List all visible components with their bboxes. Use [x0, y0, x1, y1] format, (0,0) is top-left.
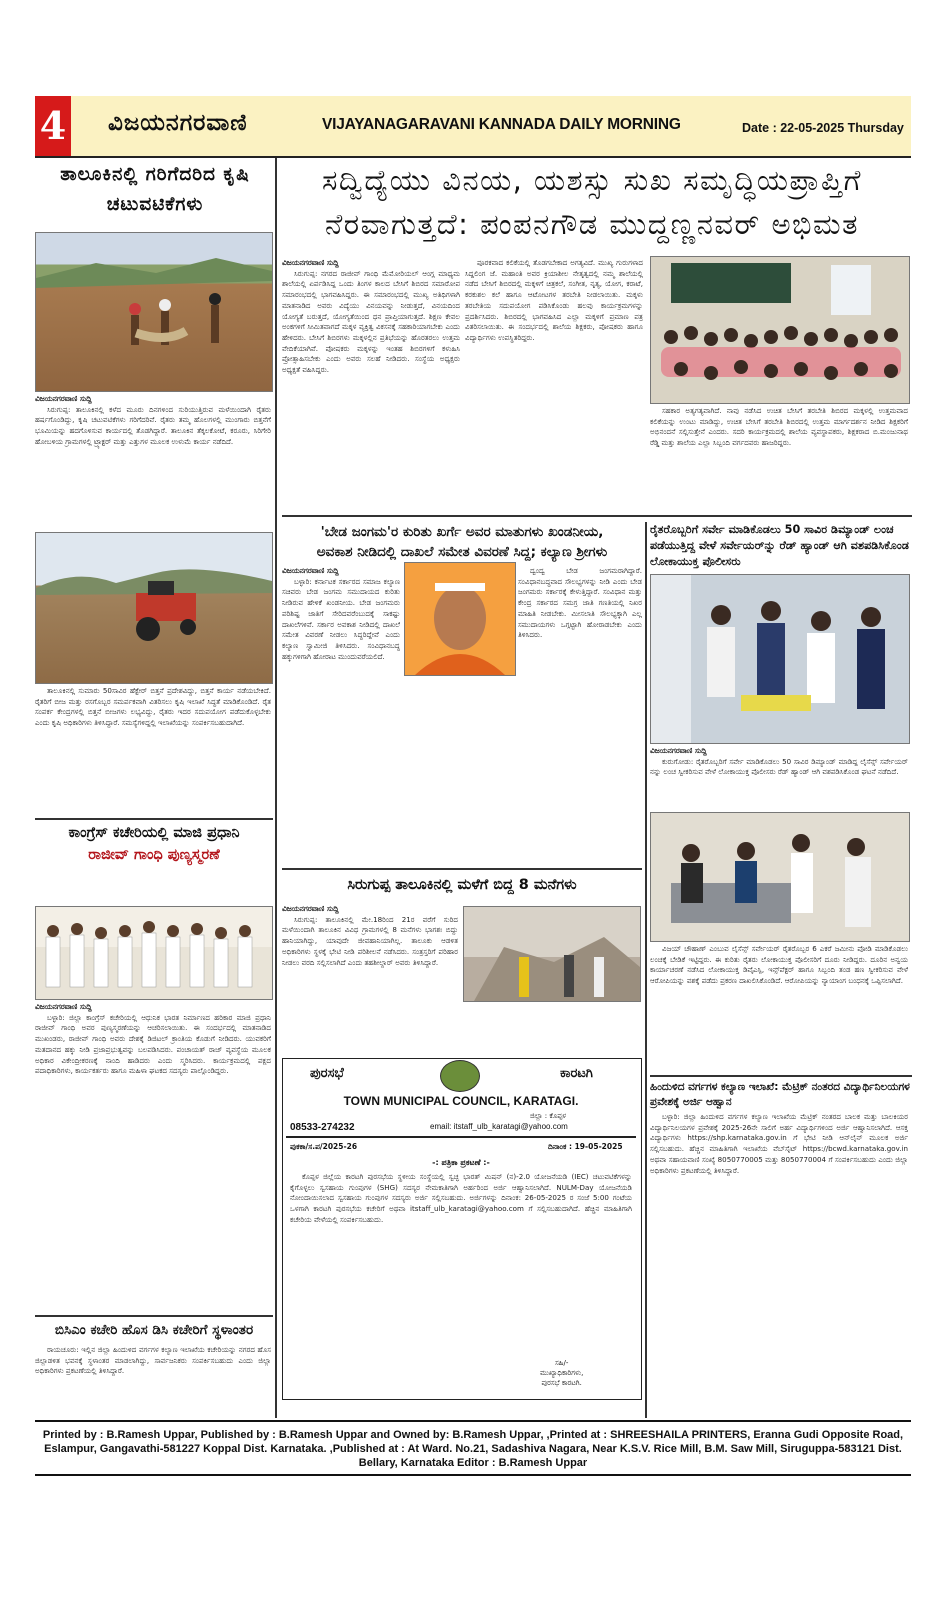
backward-article: ಬಳ್ಳಾರಿ: ಜಿಲ್ಲಾ ಹಿಂದುಳಿದ ವರ್ಗಗಳ ಕಲ್ಯಾಣ ಇಲಾಖೆಯ ಮೆಟ್ರಿಕ್ ನಂತರದ ಬಾಲಕ ಮತ್ತು ಬಾಲಕಿಯರ ವಿದ್ಯಾರ್ಥಿನಿಲಯಗಳ ಪ್ರವೇಶಕ್ಕೆ 2025-26ನೇ ಸಾಲಿಗೆ ಅರ್ಹ ವಿದ್ಯಾರ್ಥಿಗಳಿಂದ ಅರ್ಜಿ ಆಹ್ವಾನಿಸಲಾಗಿದೆ. ಆಸಕ್ತ ವಿದ್ಯಾರ್ಥಿಗಳು https://shp.karnataka.gov.in ಗೆ ಭೇಟಿ ನೀಡಿ ಆನ್‌ಲೈನ್ ಮೂಲಕ ಅರ್ಜಿ ಸಲ್ಲಿಸಬಹುದು. ಹೆಚ್ಚಿನ ಮಾಹಿತಿಗಾಗಿ ಇಲಾಖೆಯ ವೆಬ್‌ಸೈಟ್ https://bcwd.karnataka.gov.in ಅಥವಾ ಸಹಾಯವಾಣಿ ಸಂಖ್ಯೆ 8050770005 ಮತ್ತು 8050770004 ಗೆ ಸಂಪರ್ಕಿಸಬಹುದು ಎಂದು ಜಿಲ್ಲಾ ಅಧಿಕಾರಿಗಳು ಪ್ರಕಟಣೆಯಲ್ಲಿ ತಿಳಿಸಿದ್ದಾರೆ.	[650, 1112, 908, 1175]
lokayukta-headline: ರೈತರೊಬ್ಬರಿಗೆ ಸರ್ವೇ ಮಾಡಿಕೊಡಲು 50 ಸಾವಿರ ಡಿಮ್ಯಾಂಡ್ ಲಂಚ ಪಡೆಯುತ್ತಿದ್ದ ವೇಳೆ ಸರ್ವೇಯರ್‌ನ್ನು ರೆಡ್ ಹ್ಯಾಂಡ್ ಆಗಿ ವಶಪಡಿಸಿಕೊಂಡ ಲೋಕಾಯುಕ್ತ ಪೊಲೀಸರು	[650, 523, 909, 568]
notice-org-name: TOWN MUNICIPAL COUNCIL, KARATAGI.	[343, 1094, 579, 1108]
notice-heading: -: ಪತ್ರಿಕಾ ಪ್ರಕಟಣೆ :-	[432, 1158, 490, 1167]
notice-signature: ಸಹಿ/- ಮುಖ್ಯಾಧಿಕಾರಿಗಳು, ಪುರಸಭೆ ಕಾರಟಗಿ.	[540, 1359, 584, 1387]
congress-article: ವಿಜಯನಗರವಾಣಿ ಸುದ್ದಿ ಬಳ್ಳಾರಿ: ಜಿಲ್ಲಾ ಕಾಂಗ್ರೆಸ್ ಕಚೇರಿಯಲ್ಲಿ ಆಧುನಿಕ ಭಾರತ ನಿರ್ಮಾಣದ ಹರಿಕಾರ ಮಾಜಿ ಪ್ರಧಾನಿ ರಾಜೀವ್ ಗಾಂಧಿ ಅವರ ಪುಣ್ಯಸ್ಮರಣೆಯನ್ನು ಆಚರಿಸಲಾಯಿತು. ಈ ಸಂದರ್ಭದಲ್ಲಿ ಮಾತನಾಡಿದ ಮುಖಂಡರು, ರಾಜೀವ್ ಗಾಂಧಿ ಅವರು ದೇಶಕ್ಕೆ ಡಿಜಿಟಲ್ ಕ್ರಾಂತಿಯ ಕೊಡುಗೆ ನೀಡಿದರು. ಯುವಕರಿಗೆ ಮತದಾನದ ಹಕ್ಕು ನೀಡಿ ಪ್ರಜಾಪ್ರಭುತ್ವವನ್ನು ಬಲಪಡಿಸಿದರು. ಪಂಚಾಯತ್ ರಾಜ್ ವ್ಯವಸ್ಥೆಯ ಮೂಲಕ ಅಧಿಕಾರ ವಿಕೇಂದ್ರೀಕರಣಕ್ಕೆ ನಾಂದಿ ಹಾಡಿದರು ಎಂದು ಸ್ಮರಿಸಿದರು. ಕಾರ್ಯಕ್ರಮದಲ್ಲಿ ಪಕ್ಷದ ಪದಾಧಿಕಾರಿಗಳು, ಕಾರ್ಯಕರ್ತರು ಹಾಗೂ ಮಹಿಳಾ ಘಟಕದ ಸದಸ್ಯರು ಪಾಲ್ಗೊಂಡಿದ್ದರು.	[35, 1002, 271, 1076]
section-divider	[282, 515, 912, 517]
congress-group-photo	[35, 906, 273, 1000]
beda-headline: 'ಬೇಡ ಜಂಗಮ'ರ ಕುರಿತು ಖರ್ಗೆ ಅವರ ಮಾತುಗಳು ಖಂಡನೀಯ, ಅವಕಾಶ ನೀಡಿದಲ್ಲಿ ದಾಖಲೆ ಸಮೇತ ವಿವರಣೆ ಸಿದ್ದ; ಕಲ್ಯಾಣ ಶ್ರೀಗಳು	[316, 524, 608, 560]
column-divider	[275, 158, 277, 1418]
rain-article-continued	[463, 1004, 639, 1054]
rain-headline: ಸಿರುಗುಪ್ಪ ತಾಲೂಕಿನಲ್ಲಿ ಮಳೆಗೆ ಬಿದ್ದ 8 ಮನೆಗಳು	[347, 877, 577, 893]
collapsed-house-photo	[463, 906, 641, 1002]
main-article-col1: ವಿಜಯನಗರವಾಣಿ ಸುದ್ದಿ ಸಿರುಗುಪ್ಪ: ನಗರದ ರಾಜೀವ್ ಗಾಂಧಿ ಮೆಮೋರಿಯಲ್ ಆಂಗ್ಲ ಮಾಧ್ಯಮ ಶಾಲೆಯಲ್ಲಿ ಏರ್ಪಡಿಸಿದ್ದ ಒಂದು ತಿಂಗಳ ಕಾಲದ ಬೇಸಿಗೆ ಶಿಬಿರದ ಸಮಾರೋಪ ಸಮಾರಂಭದಲ್ಲಿ ಭಾಗವಹಿಸಿದ್ದರು. ಈ ಸಮಾರಂಭದಲ್ಲಿ ಮುಖ್ಯ ಅತಿಥಿಗಳಾಗಿ ಮಾತನಾಡಿದ ಅವರು ವಿದ್ಯೆಯು ವಿನಯವನ್ನು ನೀಡುತ್ತದೆ, ವಿನಯದಿಂದ ಯೋಗ್ಯತೆ ಬರುತ್ತದೆ, ಯೋಗ್ಯತೆಯಿಂದ ಧನ ಪ್ರಾಪ್ತಿಯಾಗುತ್ತದೆ. ಶಿಕ್ಷಣ ಕೇವಲ ಅಂಕಗಳಿಗೆ ಸೀಮಿತವಾಗದೆ ಮಕ್ಕಳ ವ್ಯಕ್ತಿತ್ವ ವಿಕಸನಕ್ಕೆ ಸಹಕಾರಿಯಾಗಬೇಕು ಎಂದು ಹೇಳಿದರು. ಬೇಸಿಗೆ ಶಿಬಿರಗಳು ಮಕ್ಕಳಲ್ಲಿನ ಪ್ರತಿಭೆಯನ್ನು ಹೊರತರಲು ಉತ್ತಮ ವೇದಿಕೆಯಾಗಿವೆ. ಪೋಷಕರು ಮಕ್ಕಳನ್ನು ಇಂತಹ ಶಿಬಿರಗಳಿಗೆ ಕಳುಹಿಸಿ ಪ್ರೋತ್ಸಾಹಿಸಬೇಕು ಎಂದು ಅವರು ಸಲಹೆ ನೀಡಿದರು. ಸಂಸ್ಥೆಯ ಅಧ್ಯಕ್ಷರು ಅಧ್ಯಕ್ಷತೆ ವಹಿಸಿದ್ದರು.	[282, 258, 460, 375]
swamiji-portrait	[404, 562, 516, 676]
tractor-photo	[35, 532, 273, 684]
beda-article-left: ವಿಜಯನಗರವಾಣಿ ಸುದ್ದಿ ಬಳ್ಳಾರಿ: ಕರ್ನಾಟಕ ಸರ್ಕಾರದ ಸಮಾಜ ಕಲ್ಯಾಣ ಸಚಿವರು ಬೇಡ ಜಂಗಮ ಸಮುದಾಯದ ಕುರಿತು ನೀಡಿರುವ ಹೇಳಿಕೆ ಖಂಡನೀಯ. ಬೇಡ ಜಂಗಮರು ಪರಿಶಿಷ್ಟ ಜಾತಿಗೆ ಸೇರಿದವರೆಂಬುದಕ್ಕೆ ಸಾಕಷ್ಟು ದಾಖಲೆಗಳಿವೆ. ಸರ್ಕಾರ ಅವಕಾಶ ನೀಡಿದಲ್ಲಿ ದಾಖಲೆ ಸಮೇತ ವಿವರಣೆ ನೀಡಲು ಸಿದ್ಧರಿದ್ದೇವೆ ಎಂದು ಕಲ್ಯಾಣ ಸ್ವಾಮೀಜಿ ತಿಳಿಸಿದರು. ಸಂವಿಧಾನಬದ್ಧ ಹಕ್ಕುಗಳಿಗಾಗಿ ಹೋರಾಟ ಮುಂದುವರೆಯಲಿದೆ.	[282, 566, 400, 661]
municipal-emblem-icon	[440, 1060, 480, 1092]
imprint-footer: Printed by : B.Ramesh Uppar, Published by : B.Ramesh Uppar and Owned by: B.Ramesh Uppar, ,Printed at : SHREESHAILA PRINTERS, Eranna Gudi Opposite Road, Eslampur, Gangavathi-581227 Koppal Dist. Karnataka. ,Published at : At Ward. No.21, Sadashiva Nagara, Near K.S.V. Rice Mill, B.M. Saw Mill, Siruguppa-583121 Dist. Bellary, Karnataka Editor : B.Ramesh Uppar	[42, 1429, 904, 1469]
section-divider	[35, 1315, 273, 1317]
main-article-col3: ಸಹಕಾರ ಅತ್ಯಗತ್ಯವಾಗಿದೆ. ನಾವು ನಡೆಸಿದ ಉಚಿತ ಬೇಸಿಗೆ ತರಬೇತಿ ಶಿಬಿರದ ಮಕ್ಕಳಲ್ಲಿ ಉತ್ತಮವಾದ ಕಲಿಕೆಯನ್ನು ಉಂಟು ಮಾಡಿದ್ದು, ಉಚಿತ ಬೇಸಿಗೆ ತರಬೇತಿ ಶಿಬಿರದಲ್ಲಿ ಉತ್ತಮ ಮಾರ್ಗದರ್ಶನ ನೀಡಿದ ಶಿಕ್ಷಕರಿಗೆ ಅಭಿನಂದನೆ ಸಲ್ಲಿಸುತ್ತೇನೆ ಎಂದರು. ಸದರಿ ಕಾರ್ಯಕ್ರಮದಲ್ಲಿ ಶಾಲೆಯ ವ್ಯವಸ್ಥಾಪಕರು, ಶಿಕ್ಷಕರಾದ ಬಿ.ಮಂಜುನಾಥ ರೆಡ್ಡಿ ಮತ್ತು ಶಾಲೆಯ ಎಲ್ಲಾ ಸಿಬ್ಬಂದಿ ವರ್ಗದವರು ಹಾಜರಿದ್ದರು.	[650, 406, 908, 448]
main-article-col2: ಪೂರಕವಾದ ಕಲಿಕೆಯಲ್ಲಿ ತೊಡಗಬೇಕಾದ ಅಗತ್ಯವಿದೆ. ಮುಖ್ಯ ಗುರುಗಳಾದ ಸಿದ್ದಲಿಂಗ ಜೆ. ಮಹಾಂತಿ ಅವರ ಕ್ರಿಯಾಶೀಲ ನೇತೃತ್ವದಲ್ಲಿ ನಮ್ಮ ಶಾಲೆಯಲ್ಲಿ ನಡೆದ ಬೇಸಿಗೆ ಶಿಬಿರದಲ್ಲಿ ಮಕ್ಕಳಿಗೆ ಚಿತ್ರಕಲೆ, ಸಂಗೀತ, ನೃತ್ಯ, ಯೋಗ, ಕರಾಟೆ, ಕರಕುಶಲ ಕಲೆ ಹಾಗೂ ಆಟೋಟಗಳ ತರಬೇತಿ ನೀಡಲಾಯಿತು. ಮಕ್ಕಳು ತರಬೇತಿಯ ಸದುಪಯೋಗ ಪಡಿಸಿಕೊಂಡು ಹಲವು ಕಾರ್ಯಕ್ರಮಗಳನ್ನು ಪ್ರದರ್ಶಿಸಿದರು. ಶಿಬಿರದಲ್ಲಿ ಭಾಗವಹಿಸಿದ ಎಲ್ಲಾ ಮಕ್ಕಳಿಗೆ ಪ್ರಮಾಣ ಪತ್ರ ವಿತರಿಸಲಾಯಿತು. ಈ ಸಂದರ್ಭದಲ್ಲಿ ಶಾಲೆಯ ಶಿಕ್ಷಕರು, ಪೋಷಕರು ಹಾಗೂ ವಿದ್ಯಾರ್ಥಿಗಳು ಉಪಸ್ಥಿತರಿದ್ದರು.	[465, 258, 643, 342]
summer-camp-photo	[650, 256, 910, 404]
issue-date: Date : 22-05-2025 Thursday	[742, 121, 904, 135]
rain-article: ವಿಜಯನಗರವಾಣಿ ಸುದ್ದಿ ಸಿರುಗುಪ್ಪ: ತಾಲೂಕಿನಲ್ಲಿ ಮೇ.18ರಿಂದ 21ರ ವರೆಗೆ ಸುರಿದ ಮಳೆಯಿಂದಾಗಿ ತಾಲೂಕಿನ ವಿವಿಧ ಗ್ರಾಮಗಳಲ್ಲಿ 8 ಮನೆಗಳು ಭಾಗಶಃ ಬಿದ್ದು ಹಾನಿಯಾಗಿದ್ದು, ಯಾವುದೇ ಜೀವಹಾನಿಯಾಗಿಲ್ಲ. ತಾಲೂಕು ಆಡಳಿತ ಅಧಿಕಾರಿಗಳು ಸ್ಥಳಕ್ಕೆ ಭೇಟಿ ನೀಡಿ ಪರಿಶೀಲನೆ ನಡೆಸಿದರು. ಸಂತ್ರಸ್ತರಿಗೆ ಪರಿಹಾರ ನೀಡಲು ವರದಿ ಸಲ್ಲಿಸಲಾಗಿದೆ ಎಂದು ತಹಶೀಲ್ದಾರ್ ಅವರು ತಿಳಿಸಿದ್ದಾರೆ.	[282, 904, 458, 967]
notice-body: ಕೊಪ್ಪಳ ಜಿಲ್ಲೆಯ ಕಾರಟಗಿ ಪುರಸಭೆಯ ಸ್ಥಳೀಯ ಸಂಸ್ಥೆಯಲ್ಲಿ ಸ್ವಚ್ಛ ಭಾರತ್ ಮಿಷನ್ (ನ)-2.0 ಯೋಜನೆಯಡಿ (IEC) ಚಟುವಟಿಕೆಗಳನ್ನು ಕೈಗೊಳ್ಳಲು ಸ್ವಸಹಾಯ ಗುಂಪುಗಳ (SHG) ಸದಸ್ಯರ ನೇಮಕಾತಿಗಾಗಿ ಅರ್ಹರಿಂದ ಅರ್ಜಿ ಆಹ್ವಾನಿಸಲಾಗಿದೆ. NULM-Day ಯೋಜನೆಯಡಿ ನೋಂದಾಯಿಸಲಾದ ಸ್ವಸಹಾಯ ಗುಂಪುಗಳ ಸದಸ್ಯರು ಅರ್ಜಿ ಸಲ್ಲಿಸಬಹುದು. ಅರ್ಜಿಗಳನ್ನು ದಿನಾಂಕ: 26-05-2025 ರ ಸಂಜೆ 5:00 ಗಂಟೆಯ ಒಳಗಾಗಿ ಕಾರಟಗಿ ಪುರಸಭೆಯ ಕಚೇರಿಗೆ ಅಥವಾ itstaff_ulb_karatagi@yahoo.com ಗೆ ಸಲ್ಲಿಸಬಹುದಾಗಿದೆ. ಹೆಚ್ಚಿನ ಮಾಹಿತಿಗಾಗಿ ಕಚೇರಿಯ ವೇಳೆಯಲ್ಲಿ ಸಂಪರ್ಕಿಸಬಹುದು.	[290, 1172, 632, 1224]
notice-district: ಜಿಲ್ಲಾ : ಕೊಪ್ಪಳ	[530, 1112, 567, 1120]
bcm-article: ರಾಯಚೂರು: ಇಲ್ಲಿನ ಜಿಲ್ಲಾ ಹಿಂದುಳಿದ ವರ್ಗಗಳ ಕಲ್ಯಾಣ ಇಲಾಖೆಯ ಕಚೇರಿಯನ್ನು ನಗರದ ಹೊಸ ಜಿಲ್ಲಾಡಳಿತ ಭವನಕ್ಕೆ ಸ್ಥಳಾಂತರ ಮಾಡಲಾಗಿದ್ದು, ಸಾರ್ವಜನಿಕರು ಸಂಪರ್ಕಿಸಬಹುದು ಎಂದು ಜಿಲ್ಲಾ ಅಧಿಕಾರಿಗಳು ಪ್ರಕಟಣೆಯಲ್ಲಿ ತಿಳಿಸಿದ್ದಾರೆ.	[35, 1345, 271, 1376]
lokayukta-raid-photo	[650, 574, 910, 744]
agri-article-2: ತಾಲೂಕಿನಲ್ಲಿ ಸುಮಾರು 50ಸಾವಿರ ಹೆಕ್ಟೇರ್ ಬಿತ್ತನೆ ಪ್ರದೇಶವಿದ್ದು, ಬಿತ್ತನೆ ಕಾರ್ಯ ನಡೆಯಬೇಕಿದೆ. ರೈತರಿಗೆ ಬೀಜ ಮತ್ತು ರಸಗೊಬ್ಬರ ಸಮರ್ಪಕವಾಗಿ ವಿತರಿಸಲು ಕೃಷಿ ಇಲಾಖೆ ಸಿದ್ಧತೆ ಮಾಡಿಕೊಂಡಿದೆ. ರೈತ ಸಂಪರ್ಕ ಕೇಂದ್ರಗಳಲ್ಲಿ ಬಿತ್ತನೆ ಬೀಜಗಳು ಲಭ್ಯವಿದ್ದು, ರೈತರು ಇದರ ಸದುಪಯೋಗ ಪಡೆದುಕೊಳ್ಳಬೇಕು ಎಂದು ಕೃಷಿ ಅಧಿಕಾರಿಗಳು ತಿಳಿಸಿದ್ದಾರೆ. ಸಮಸ್ಯೆಗಳಿದ್ದಲ್ಲಿ ಇಲಾಖೆಯನ್ನು ಸಂಪರ್ಕಿಸಬಹುದಾಗಿದೆ.	[35, 686, 271, 728]
notice-divider	[286, 1136, 636, 1138]
section-divider	[282, 868, 642, 870]
notice-title-right: ಕಾರಟಗಿ	[560, 1066, 593, 1081]
section-divider	[650, 1075, 912, 1077]
lokayukta-article-2: ವಿಜಯ್ ಚೌಹಾಣ್ ಎಂಬುವ ಲೈಸೆನ್ಸ್ ಸರ್ವೇಯರ್ ರೈತರೊಬ್ಬರ 6 ಎಕರೆ ಜಮೀನು ಪೋಡಿ ಮಾಡಿಕೊಡಲು ಲಂಚಕ್ಕೆ ಬೇಡಿಕೆ ಇಟ್ಟಿದ್ದರು. ಈ ಕುರಿತು ರೈತರು ಲೋಕಾಯುಕ್ತ ಪೊಲೀಸರಿಗೆ ದೂರು ನೀಡಿದ್ದರು. ದೂರಿನ ಅನ್ವಯ ಕಾರ್ಯಾಚರಣೆ ನಡೆಸಿದ ಲೋಕಾಯುಕ್ತ ಡಿವೈಎಸ್ಪಿ, ಇನ್ಸ್‌ಪೆಕ್ಟರ್ ಹಾಗೂ ಸಿಬ್ಬಂದಿ ತಂಡ ಹಣ ಸ್ವೀಕರಿಸುವ ವೇಳೆ ಆರೋಪಿಯನ್ನು ವಶಕ್ಕೆ ಪಡೆದು ಪ್ರಕರಣ ದಾಖಲಿಸಿಕೊಂಡಿದೆ. ಆರೋಪಿಯನ್ನು ನ್ಯಾಯಾಂಗ ಬಂಧನಕ್ಕೆ ಒಪ್ಪಿಸಲಾಗಿದೆ.	[650, 944, 908, 986]
lokayukta-office-photo	[650, 812, 910, 942]
agri-headline: ತಾಲೂಕಿನಲ್ಲಿ ಗರಿಗೆದರಿದ ಕೃಷಿ ಚಟುವಟಿಕೆಗಳು	[60, 164, 250, 215]
notice-date: ದಿನಾಂಕ : 19-05-2025	[548, 1142, 623, 1151]
main-headline: ಸದ್ವಿದ್ಯೆಯು ವಿನಯ, ಯಶಸ್ಸು ಸುಖ ಸಮೃದ್ಧಿಯಪ್ರಾಪ್ತಿಗೆ ನೆರವಾಗುತ್ತದೆ: ಪಂಪನಗೌಡ ಮುದ್ದಣ್ಣನವರ್ ಅಭಿಮತ	[322, 163, 862, 241]
brand-english: VIJAYANAGARAVANI KANNADA DAILY MORNING	[322, 116, 681, 133]
beda-article-right: ದ್ವಂದ್ವ ಬೇಡ ಜಂಗಮರಾಗಿದ್ದಾರೆ. ಸಂವಿಧಾನಬದ್ಧವಾದ ಸೌಲಭ್ಯಗಳನ್ನು ನೀಡಿ ಎಂದು ಬೇಡ ಜಂಗಮರು ಸರ್ಕಾರಕ್ಕೆ ಕೇಳುತ್ತಿದ್ದಾರೆ. ಸಂವಿಧಾನ ಮತ್ತು ಕೇಂದ್ರ ಸರ್ಕಾರದ ಸಮಗ್ರ ಜಾತಿ ಗಣತಿಯಲ್ಲಿ ನಿಖರ ಮಾಹಿತಿ ನೀಡಬೇಕು. ಮೀಸಲಾತಿ ಸೌಲಭ್ಯಕ್ಕಾಗಿ ಎಲ್ಲ ಸಮುದಾಯಗಳು ಒಗ್ಗಟ್ಟಾಗಿ ಹೋರಾಡಬೇಕು ಎಂದು ತಿಳಿಸಿದರು.	[518, 566, 642, 640]
bcm-headline: ಬಿಸಿಎಂ ಕಚೇರಿ ಹೊಸ ಡಿಸಿ ಕಚೇರಿಗೆ ಸ್ಥಳಾಂತರ	[54, 1322, 254, 1338]
brand-kannada: ವಿಜಯನಗರವಾಣಿ	[108, 110, 248, 136]
congress-headline: ಕಾಂಗ್ರೆಸ್ ಕಚೇರಿಯಲ್ಲಿ ಮಾಜಿ ಪ್ರಧಾನಿ ರಾಜೀವ್ ಗಾಂಧಿ ಪುಣ್ಯಸ್ಮರಣೆ	[68, 825, 240, 863]
footer-rule-bottom	[35, 1474, 911, 1476]
farm-field-photo	[35, 232, 273, 392]
notice-email: email: itstaff_ulb_karatagi@yahoo.com	[430, 1122, 568, 1131]
agri-article-1: ವಿಜಯನಗರವಾಣಿ ಸುದ್ದಿ ಸಿರುಗುಪ್ಪ: ತಾಲೂಕಿನಲ್ಲಿ ಕಳೆದ ಮೂರು ದಿನಗಳಿಂದ ಸುರಿಯುತ್ತಿರುವ ಮಳೆಯಿಂದಾಗಿ ರೈತರು ಹರ್ಷಗೊಂಡಿದ್ದು, ಕೃಷಿ ಚಟುವಟಿಕೆಗಳು ಗರಿಗೆದರಿವೆ. ರೈತರು ತಮ್ಮ ಹೊಲಗಳಲ್ಲಿ ಮುಂಗಾರು ಬಿತ್ತನೆಗೆ ಭೂಮಿಯನ್ನು ಹದಗೊಳಿಸುವ ಕಾರ್ಯದಲ್ಲಿ ತೊಡಗಿದ್ದಾರೆ. ತಾಲೂಕಿನ ತೆಕ್ಕಲಕೋಟೆ, ಕರೂರು, ಸಿರಿಗೇರಿ ಹೋಬಳಿಯ ಗ್ರಾಮಗಳಲ್ಲಿ ಟ್ರ್ಯಾಕ್ಟರ್ ಮತ್ತು ಎತ್ತುಗಳ ಮೂಲಕ ಉಳುಮೆ ಕಾರ್ಯ ನಡೆದಿದೆ.	[35, 394, 271, 446]
notice-title-left: ಪುರಸಭೆ	[310, 1066, 344, 1081]
backward-headline: ಹಿಂದುಳಿದ ವರ್ಗಗಳ ಕಲ್ಯಾಣ ಇಲಾಖೆ: ಮೆಟ್ರಿಕ್ ನಂತರದ ವಿದ್ಯಾರ್ಥಿನಿಲಯಗಳ ಪ್ರವೇಶಕ್ಕೆ ಅರ್ಜಿ ಆಹ್ವಾನ	[650, 1081, 910, 1108]
column-divider	[645, 522, 647, 1418]
notice-ref-no: ಪುಕಕಾ/ಸ.ಪ/2025-26	[290, 1142, 358, 1151]
notice-phone: 08533-274232	[290, 1122, 355, 1133]
footer-rule	[35, 1420, 911, 1422]
page-number: 4	[35, 96, 71, 156]
lokayukta-article-1: ವಿಜಯನಗರವಾಣಿ ಸುದ್ದಿ ಕುರುಗೋಡು: ರೈತರೊಬ್ಬರಿಗೆ ಸರ್ವೇ ಮಾಡಿಕೊಡಲು 50 ಸಾವಿರ ಡಿಮ್ಯಾಂಡ್ ಮಾಡಿದ್ದ ಲೈಸೆನ್ಸ್ ಸರ್ವೇಯರ್ ನನ್ನು ಲಂಚ ಸ್ವೀಕರಿಸುವ ವೇಳೆ ಲೋಕಾಯುಕ್ತ ಪೊಲೀಸರು ರೆಡ್ ಹ್ಯಾಂಡ್ ಆಗಿ ವಶಪಡಿಸಿಕೊಂಡ ಘಟನೆ ನಡೆದಿದೆ.	[650, 746, 908, 777]
section-divider	[35, 818, 273, 820]
